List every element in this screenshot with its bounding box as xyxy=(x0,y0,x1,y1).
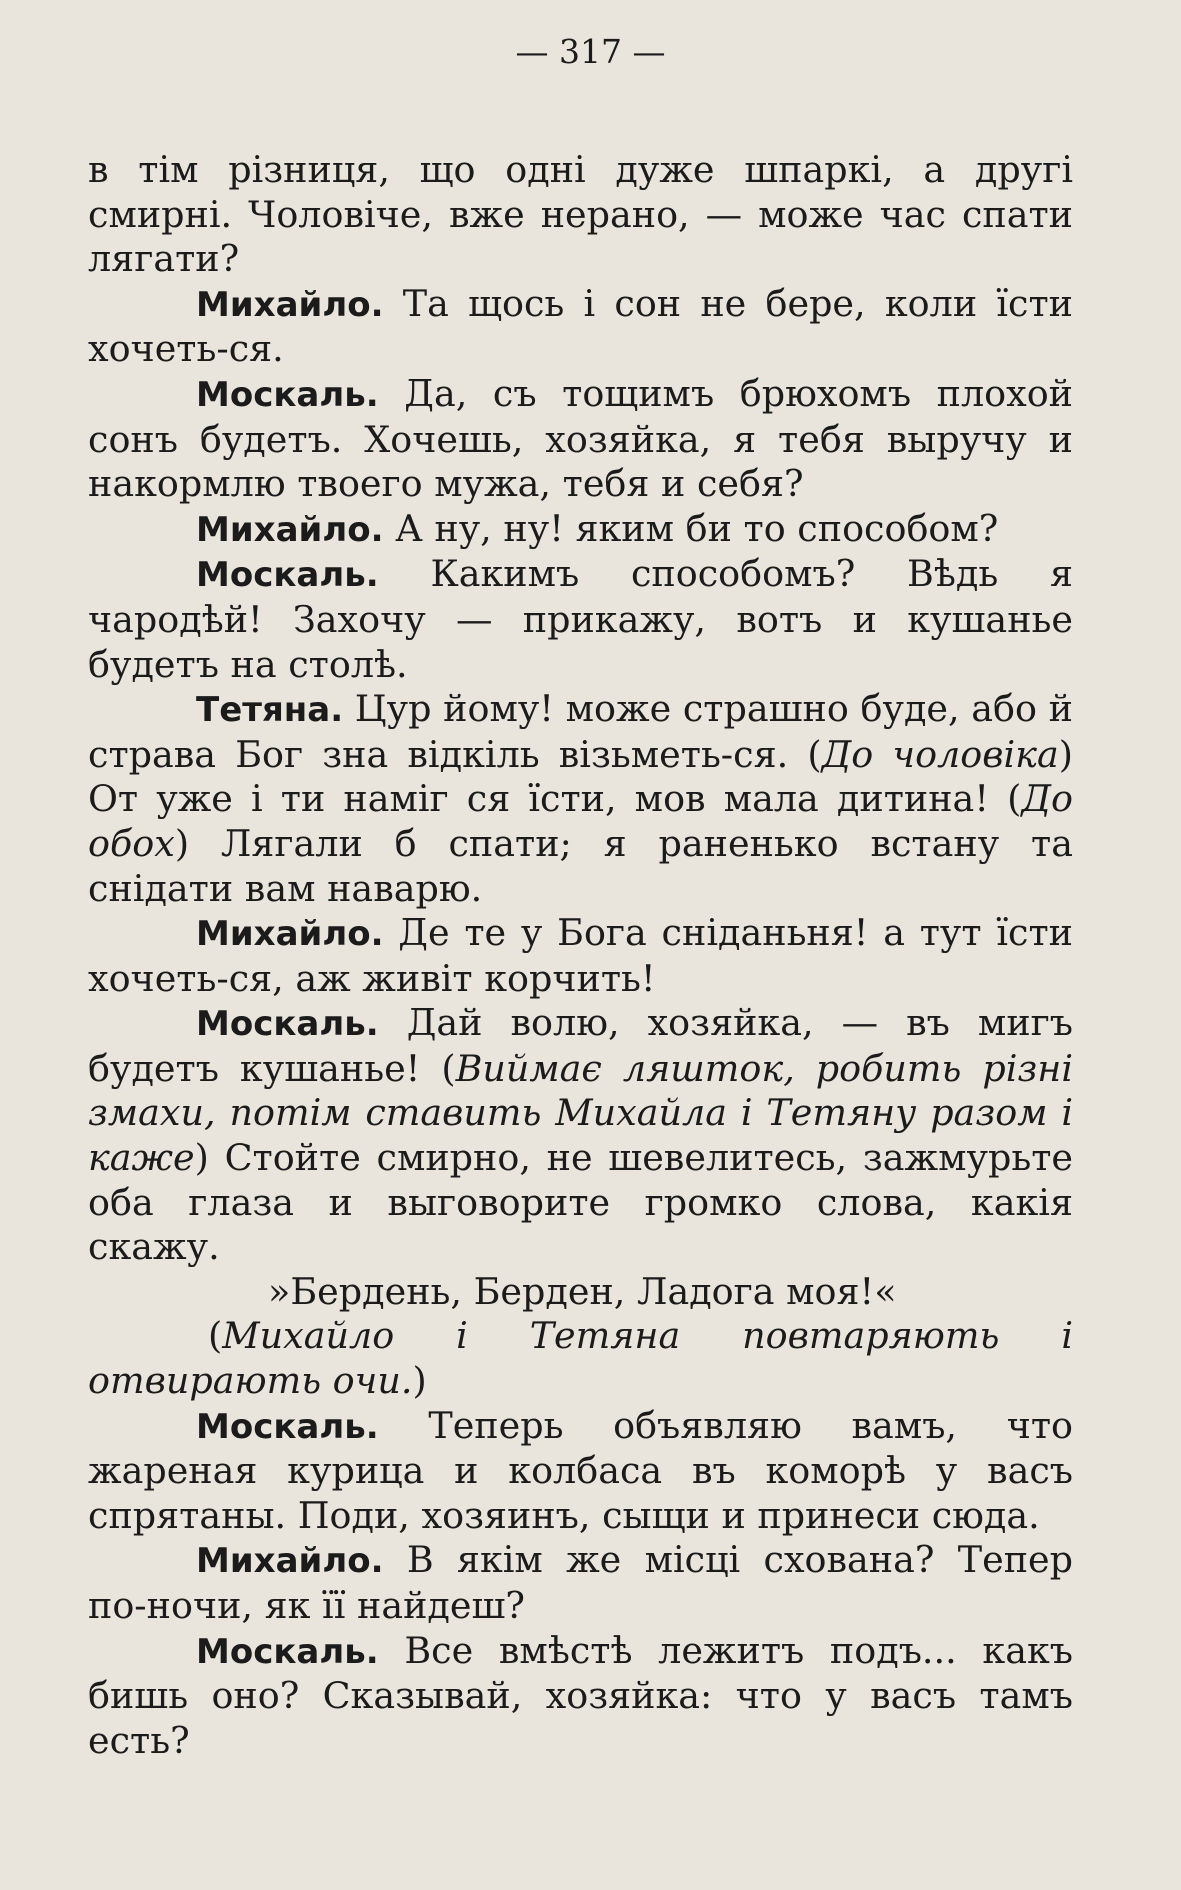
speaker-name: Москаль. xyxy=(196,555,379,596)
stage-direction-paragraph xyxy=(88,1314,1073,1403)
page-number: — 317 — xyxy=(515,32,666,71)
speaker-name: Москаль. xyxy=(196,374,379,415)
dialogue-moskal xyxy=(88,1629,1073,1764)
stage-direction: До чоловіка xyxy=(821,732,1059,776)
dialogue-moskal xyxy=(88,1001,1073,1270)
incantation-line xyxy=(88,1270,1073,1315)
paragraph-text: в тім різниця, що одні дуже шпаркі, а другі смирні. Чоловіче, вже нерано, — може час спати лягати? xyxy=(88,148,1073,281)
stage-direction: Виймає ляшток, робить різні змахи, потім ставить Михайла і Тетяну разом і каже xyxy=(88,1046,1073,1180)
dialogue-text: Какимъ способомъ? Вѣдь я чародѣй! Захочу — прикажу, вотъ и кушанье будетъ на столѣ. xyxy=(88,552,1073,686)
dialogue-text: А ну, ну! яким би то способом? xyxy=(383,506,999,550)
speaker-name: Тетяна. xyxy=(196,690,344,731)
dialogue-text: ) Стойте смирно, не шевелитесь, зажмурьте оба глаза и выговорите громко слова, какія скажу. xyxy=(88,1136,1073,1269)
dialogue-mykhailo xyxy=(88,282,1073,372)
speaker-name: Михайло. xyxy=(196,509,384,550)
speaker-name: Михайло. xyxy=(196,914,384,955)
dialogue-text: Дай волю, хозяйка, — въ мигъ будетъ кушанье! ( xyxy=(88,1001,1073,1090)
dialogue-text: Та щось і сон не бере, коли їсти хочеть-ся. xyxy=(88,281,1073,371)
dialogue-text: Все вмѣстѣ лежитъ подъ... какъ бишь оно? Сказывай, хозяйка: что у васъ тамъ есть? xyxy=(88,1628,1073,1762)
speaker-name: Москаль. xyxy=(196,1004,379,1045)
dialogue-text: Цур йому! може страшно буде, або й страва Бог зна відкіль візьметь-ся. ( xyxy=(88,687,1073,776)
dialogue-text: Да, съ тощимъ брюхомъ плохой сонъ будетъ. Хочешь, хозяйка, я тебя выручу и накормлю твоего мужа, тебя и себя? xyxy=(88,371,1073,506)
bracket: ( xyxy=(208,1314,223,1358)
dialogue-text: В якім же місці схована? Тепер по-ночи, як її найдеш? xyxy=(88,1538,1073,1627)
dialogue-moskal xyxy=(88,552,1073,687)
speaker-name: Москаль. xyxy=(196,1406,379,1447)
speaker-name: Михайло. xyxy=(196,1541,384,1582)
dialogue-mykhailo xyxy=(88,911,1073,1001)
dialogue-moskal xyxy=(88,1404,1073,1539)
stage-direction: Михайло і Тетяна повтаряють і отвирають очи. xyxy=(88,1314,1073,1403)
dialogue-moskal xyxy=(88,372,1073,507)
paragraph-continuation xyxy=(88,148,1073,282)
dialogue-mykhailo xyxy=(88,507,1073,553)
speaker-name: Михайло. xyxy=(196,284,384,325)
dialogue-text: Теперь объявляю вамъ, что жареная курица и колбаса въ коморѣ у васъ спрятаны. Поди, хозяинъ, сыщи и принеси сюда. xyxy=(88,1403,1073,1537)
dialogue-text: ) От уже і ти наміг ся їсти, мов мала дитина! ( xyxy=(88,732,1073,821)
bracket: ) xyxy=(412,1359,427,1403)
incantation-text: »Бердень, Берден, Ладога моя!« xyxy=(268,1269,897,1313)
dialogue-mykhailo xyxy=(88,1538,1073,1628)
speaker-name: Москаль. xyxy=(196,1631,379,1672)
stage-direction: До обох xyxy=(88,777,1073,865)
dialogue-text: Де те у Бога сніданьня! а тут їсти хочеть-ся, аж живіт корчить! xyxy=(88,911,1073,1000)
dialogue-text: ) Лягали б спати; я раненько встану та снідати вам наварю. xyxy=(88,821,1073,910)
play-text xyxy=(88,148,1073,1763)
dialogue-tetiana xyxy=(88,687,1073,911)
